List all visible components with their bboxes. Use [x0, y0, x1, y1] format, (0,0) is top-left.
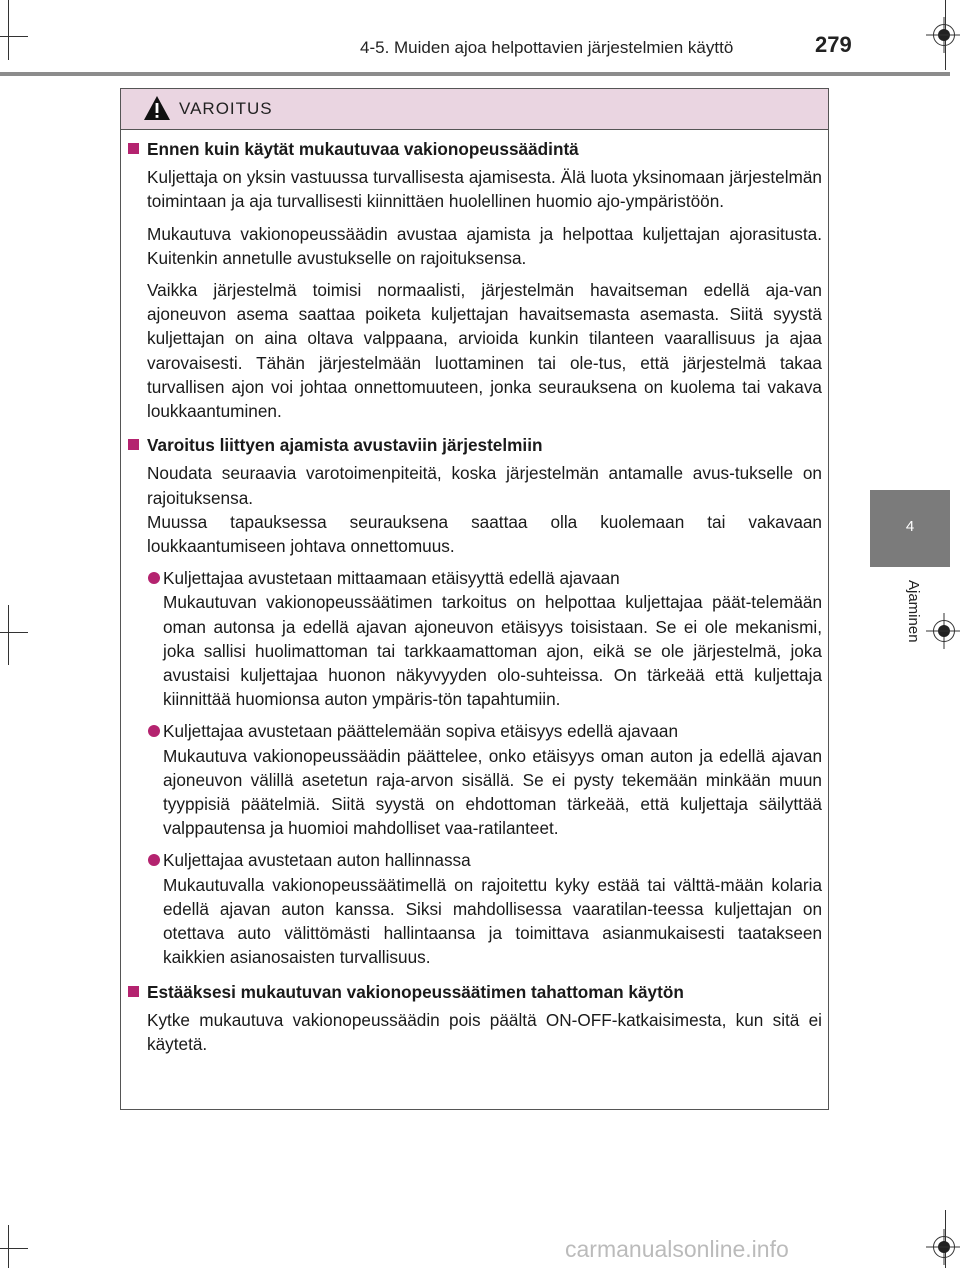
- square-bullet-icon: [128, 986, 139, 997]
- section-header: 4-5. Muiden ajoa helpottavien järjestelmien käyttö: [360, 38, 734, 57]
- warning-header: [121, 89, 828, 130]
- watermark: carmanualsonline.info: [565, 1236, 789, 1262]
- bullet-text: Mukautuvan vakionopeussäätimen tarkoitus on helpottaa kuljettajaa päät-telemään oman autonsa ja edellä ajavan ajoneuvon etäisyys toisistaan. Se ei ole mekanismi, joka sallisi huolimattoman tai tarkkaamattoman ajon, eikä se ole järjestelmä, joka avustaisi kuljettajaa huonon näkyvyyden olo-suhteissa. On tärkeää että kuljettaja kiinnittää huomionsa auton ympäris-tön tapahtumiin.: [163, 592, 822, 710]
- warning-label: VAROITUS: [179, 99, 273, 118]
- paragraph: Kytke mukautuva vakionopeussäädin pois päältä ON-OFF-katkaisimesta, kun sitä ei käytetä.: [147, 1009, 822, 1054]
- section-title: Ennen kuin käytät mukautuvaa vakionopeussäädintä: [127, 137, 822, 161]
- circle-bullet-icon: [148, 725, 160, 737]
- crop-mark: [8, 605, 9, 665]
- bullet-title: Kuljettajaa avustetaan auton hallinnassa: [163, 850, 471, 871]
- bullet-text: Mukautuvalla vakionopeussäätimellä on rajoitettu kyky estää tai välttä-mään kolaria edellä ajavan auton kanssa. Siksi mahdollisessa vaaratilan-teessa kuljettajan on otettava auto välittömästi hallintaansa ja toimittava asianmukaisesti taatakseen kaikkien asianosaisten turvallisuus.: [163, 874, 822, 968]
- circle-bullet-icon: [148, 572, 160, 584]
- list-item: [147, 566, 822, 711]
- page-number: 279: [815, 32, 852, 57]
- chapter-number: 4: [905, 518, 915, 535]
- warning-content: [127, 137, 822, 1056]
- circle-bullet-icon: [148, 854, 160, 866]
- chapter-tab: [870, 490, 950, 567]
- list-item: [147, 848, 822, 969]
- bullet-text: Mukautuva vakionopeussäädin päättelee, onko etäisyys oman auton ja edellä ajavan ajoneuvon välillä asetetun raja-arvon sisällä. Se ei pysty tekemään minkään muun tyyppisiä päätelmiä. Siitä syystä on ehdottoman tärkeää, että kuljettaja säilyttää valppautensa ja huomioi mahdolliset vaa-ratilanteet.: [163, 745, 822, 839]
- crop-mark: [0, 632, 28, 633]
- paragraph: Kuljettaja on yksin vastuussa turvallisesta ajamisesta. Älä luota yksinomaan järjestelmän toimintaan ja aja turvallisesti kiinnittäen huolellinen huomio ajo-ympäristöön.: [147, 167, 822, 212]
- crop-mark: [0, 36, 28, 37]
- crop-mark: [0, 1248, 28, 1249]
- crop-mark: [8, 0, 9, 60]
- registration-mark-icon: [933, 1236, 955, 1258]
- registration-mark-icon: [933, 24, 955, 46]
- square-bullet-icon: [128, 143, 139, 154]
- bullet-title: Kuljettajaa avustetaan mittaamaan etäisyyttä edellä ajavaan: [163, 568, 620, 589]
- crop-mark: [8, 1225, 9, 1268]
- paragraph: Mukautuva vakionopeussäädin avustaa ajamista ja helpottaa kuljettajan ajorasitusta. Kuitenkin annetulle avustukselle on rajoituksensa.: [147, 223, 822, 268]
- registration-mark-icon: [933, 620, 955, 642]
- paragraph: Vaikka järjestelmä toimisi normaalisti, järjestelmän havaitseman edellä aja-van ajoneuvon asema saattaa poiketa kuljettajan havaitsemasta asemasta. Siitä syystä kuljettajan on aina oltava valppaana, arvioida kunkin tilanteen vaarallisuus ja ajaa varovaisesti. Tähän järjestelmään luottaminen tai ole-tus, että järjestelmä takaa turvallisen ajon voi johtaa onnettomuuteen, jonka seurauksena on kuolema tai vakava loukkaantuminen.: [147, 280, 822, 422]
- paragraph: Noudata seuraavia varotoimenpiteitä, koska järjestelmän antamalle avus-tukselle on rajoituksensa. Muussa tapauksessa seurauksena saattaa olla kuolemaan tai vakavaan loukkaantumiseen johtava onnettomuus.: [147, 463, 822, 557]
- warning-box: [120, 88, 829, 1110]
- chapter-label: Ajaminen: [905, 580, 922, 643]
- section-title: Estääksesi mukautuvan vakionopeussäätimen tahattoman käytön: [127, 980, 822, 1004]
- list-item: [147, 719, 822, 840]
- header-rule: [0, 72, 950, 76]
- bullet-title: Kuljettajaa avustetaan päättelemään sopiva etäisyys edellä ajavaan: [163, 721, 679, 742]
- section-title: Varoitus liittyen ajamista avustaviin järjestelmiin: [127, 433, 822, 457]
- square-bullet-icon: [128, 439, 139, 450]
- warning-triangle-icon: [143, 95, 171, 121]
